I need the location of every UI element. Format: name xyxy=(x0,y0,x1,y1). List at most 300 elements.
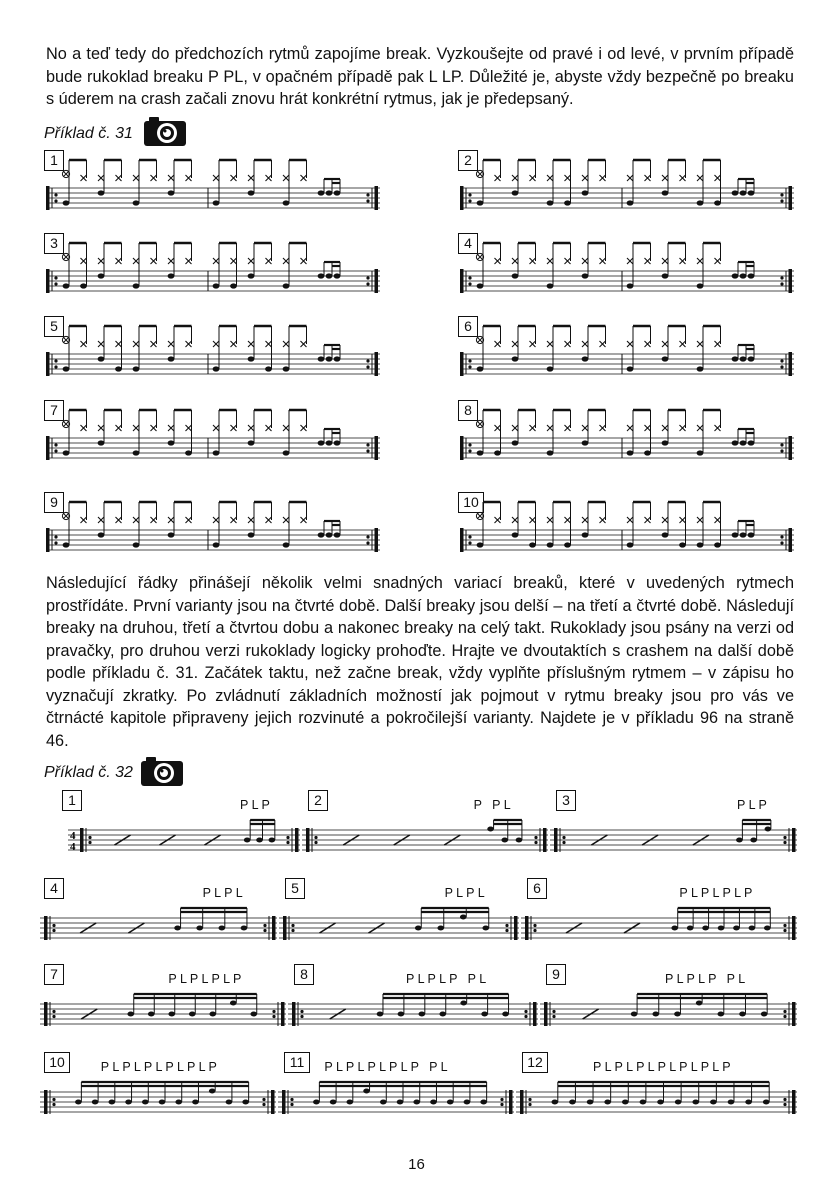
snare-note xyxy=(334,532,341,537)
break-note xyxy=(192,1100,199,1105)
kick-note xyxy=(477,200,484,205)
repeat-dot xyxy=(500,1098,503,1101)
exercise-number: 3 xyxy=(44,233,64,254)
snare-note xyxy=(248,273,255,278)
repeat-dot xyxy=(52,929,55,932)
repeat-bar xyxy=(292,1002,296,1026)
repeat-bar xyxy=(792,1090,796,1114)
repeat-bar xyxy=(789,436,793,460)
break-staff xyxy=(540,984,797,1044)
break-note xyxy=(728,1100,735,1105)
repeat-dot xyxy=(366,443,369,446)
repeat-bar xyxy=(46,352,50,376)
break-note xyxy=(460,915,467,920)
kick-note xyxy=(213,200,220,205)
kick-note xyxy=(63,542,70,547)
snare-note xyxy=(748,273,755,278)
repeat-dot xyxy=(783,924,786,927)
break-staff xyxy=(521,898,797,958)
break-note xyxy=(75,1100,82,1105)
repeat-dot xyxy=(52,924,55,927)
snare-note xyxy=(582,273,589,278)
kick-note xyxy=(564,542,571,547)
break-staff xyxy=(288,984,538,1044)
repeat-dot xyxy=(291,929,294,932)
kick-note xyxy=(697,366,704,371)
repeat-bar xyxy=(272,916,276,940)
break-note xyxy=(174,926,181,931)
repeat-bar xyxy=(282,1090,286,1114)
break-note xyxy=(437,926,444,931)
snare-note xyxy=(740,440,747,445)
repeat-bar xyxy=(789,269,793,293)
repeat-dot xyxy=(468,449,471,452)
kick-note xyxy=(547,200,554,205)
break-note xyxy=(230,1001,237,1006)
break-note xyxy=(750,838,757,843)
repeat-dot xyxy=(783,1010,786,1013)
drum-staff xyxy=(44,318,380,378)
snare-note xyxy=(318,273,325,278)
break-note xyxy=(739,1012,746,1017)
repeat-dot xyxy=(780,276,783,279)
repeat-bar xyxy=(460,352,464,376)
repeat-dot xyxy=(52,1015,55,1018)
break-note xyxy=(242,1100,249,1105)
camera-icon[interactable] xyxy=(140,755,184,787)
kick-note xyxy=(283,542,290,547)
snare-note xyxy=(326,356,333,361)
exercise-number: 2 xyxy=(308,790,328,811)
drum-staff xyxy=(44,402,380,462)
repeat-bar xyxy=(792,1002,796,1026)
repeat-bar xyxy=(283,916,287,940)
exercise-number: 4 xyxy=(44,878,64,899)
repeat-bar xyxy=(514,916,518,940)
snare-note xyxy=(582,440,589,445)
repeat-bar xyxy=(533,1002,537,1026)
repeat-dot xyxy=(468,443,471,446)
break-note xyxy=(674,1012,681,1017)
break-staff xyxy=(40,898,277,958)
repeat-dot xyxy=(54,276,57,279)
break-note xyxy=(702,926,709,931)
repeat-dot xyxy=(528,1098,531,1101)
repeat-dot xyxy=(366,199,369,202)
break-note xyxy=(189,1012,196,1017)
repeat-dot xyxy=(528,1103,531,1106)
kick-note xyxy=(213,542,220,547)
snare-note xyxy=(512,273,519,278)
repeat-dot xyxy=(780,282,783,285)
sticking-label: P L P L xyxy=(202,886,243,900)
snare-note xyxy=(168,273,175,278)
break-note xyxy=(657,1100,664,1105)
snare-note xyxy=(748,190,755,195)
repeat-dot xyxy=(468,359,471,362)
snare-note xyxy=(334,273,341,278)
repeat-bar xyxy=(46,436,50,460)
repeat-dot xyxy=(366,282,369,285)
kick-note xyxy=(627,450,634,455)
kick-note xyxy=(529,542,536,547)
kick-note xyxy=(185,450,192,455)
repeat-dot xyxy=(88,836,91,839)
snare-note xyxy=(168,356,175,361)
drum-staff xyxy=(44,152,380,212)
exercise-number: 1 xyxy=(44,150,64,171)
repeat-dot xyxy=(468,193,471,196)
sticking-label: P L P L xyxy=(444,886,485,900)
break-staff xyxy=(279,898,519,958)
repeat-dot xyxy=(468,541,471,544)
break-note xyxy=(502,1012,509,1017)
repeat-bar xyxy=(375,186,379,210)
break-note xyxy=(175,1100,182,1105)
exercise-number: 8 xyxy=(458,400,478,421)
snare-note xyxy=(748,440,755,445)
exercise-number: 9 xyxy=(44,492,64,513)
kick-note xyxy=(63,366,70,371)
snare-note xyxy=(732,356,739,361)
repeat-bar xyxy=(543,828,547,852)
repeat-dot xyxy=(366,276,369,279)
kick-note xyxy=(230,283,237,288)
break-note xyxy=(415,926,422,931)
snare-note xyxy=(334,190,341,195)
kick-note xyxy=(283,200,290,205)
snare-note xyxy=(168,440,175,445)
snare-note xyxy=(582,356,589,361)
kick-note xyxy=(283,450,290,455)
snare-note xyxy=(662,532,669,537)
break-note xyxy=(604,1100,611,1105)
kick-note xyxy=(547,542,554,547)
break-staff xyxy=(302,810,548,870)
repeat-bar xyxy=(46,528,50,552)
break-staff xyxy=(278,1072,514,1132)
break-note xyxy=(168,1012,175,1017)
repeat-dot xyxy=(263,929,266,932)
repeat-dot xyxy=(290,1103,293,1106)
snare-note xyxy=(582,532,589,537)
kick-note xyxy=(714,542,721,547)
repeat-bar xyxy=(375,269,379,293)
repeat-dot xyxy=(54,199,57,202)
break-note xyxy=(622,1100,629,1105)
repeat-dot xyxy=(780,449,783,452)
exercise-number: 1 xyxy=(62,790,82,811)
break-note xyxy=(250,1012,257,1017)
snare-note xyxy=(318,440,325,445)
break-note xyxy=(749,926,756,931)
break-note xyxy=(718,926,725,931)
sticking-label: P L P L P L P L P L P xyxy=(100,1060,217,1074)
kick-note xyxy=(627,283,634,288)
snare-note xyxy=(740,273,747,278)
drum-staff xyxy=(458,152,794,212)
repeat-dot xyxy=(468,535,471,538)
break-note xyxy=(652,1012,659,1017)
snare-note xyxy=(732,440,739,445)
break-staff xyxy=(550,810,797,870)
repeat-bar xyxy=(544,1002,548,1026)
repeat-bar xyxy=(46,269,50,293)
kick-note xyxy=(477,450,484,455)
example-31-title: Příklad č. 31 xyxy=(44,125,133,142)
break-note xyxy=(687,926,694,931)
exercise-number: 5 xyxy=(285,878,305,899)
break-note xyxy=(413,1100,420,1105)
snare-note xyxy=(168,190,175,195)
repeat-dot xyxy=(780,443,783,446)
repeat-dot xyxy=(300,1010,303,1013)
repeat-dot xyxy=(54,535,57,538)
break-note xyxy=(733,926,740,931)
camera-icon[interactable] xyxy=(143,115,187,147)
kick-note xyxy=(80,283,87,288)
repeat-bar xyxy=(520,1090,524,1114)
repeat-bar xyxy=(44,1090,48,1114)
repeat-dot xyxy=(552,1015,555,1018)
repeat-dot xyxy=(468,199,471,202)
repeat-bar xyxy=(46,186,50,210)
repeat-dot xyxy=(286,836,289,839)
snare-note xyxy=(248,356,255,361)
repeat-dot xyxy=(272,1010,275,1013)
exercise-number: 7 xyxy=(44,400,64,421)
sticking-label: P L P xyxy=(737,798,767,812)
break-note xyxy=(209,1089,216,1094)
repeat-dot xyxy=(291,924,294,927)
kick-note xyxy=(477,542,484,547)
repeat-dot xyxy=(783,1098,786,1101)
snare-note xyxy=(98,532,105,537)
snare-note xyxy=(326,273,333,278)
kick-note xyxy=(133,450,140,455)
break-note xyxy=(447,1100,454,1105)
sticking-label: P L P L P L P xyxy=(679,886,753,900)
break-note xyxy=(244,838,251,843)
time-signature: 4 xyxy=(70,841,76,853)
snare-note xyxy=(248,190,255,195)
snare-note xyxy=(326,190,333,195)
break-staff xyxy=(68,810,300,870)
snare-note xyxy=(512,190,519,195)
break-note xyxy=(92,1100,99,1105)
break-note xyxy=(631,1012,638,1017)
break-note xyxy=(398,1012,405,1017)
snare-note xyxy=(662,440,669,445)
repeat-bar xyxy=(460,269,464,293)
repeat-bar xyxy=(460,186,464,210)
break-note xyxy=(763,1100,770,1105)
break-note xyxy=(226,1100,233,1105)
intro-paragraph: No a teď tedy do předchozích rytmů zapojíme break. Vyzkoušejte od pravé i od levé, v prvním případě bude rukoklad breaku P PL, v opačném případě pak L LP. Důležité je, abyste vždy bezpečně po breaku s úderem na crash začali znovu hrát konkrétní rytmus, jak je předepsaný. xyxy=(46,45,794,108)
snare-note xyxy=(326,532,333,537)
kick-note xyxy=(627,542,634,547)
break-note xyxy=(241,926,248,931)
middle-paragraph: Následující řádky přinášejí několik velmi snadných variací breaků, které v uvedených rytmech prostřídáte. První varianty jsou na čtvrté době. Další breaky jsou delší – na třetí a čtvrté době. Následují breaky na druhou, třetí a čtvrtou dobu a nakonec breaky na celý takt. Rukoklady jsou psány na verzi od pravačky, pro druhou verzi rukoklady logicky prohoďte. Hrajte ve dvoutaktích s crashem na další době podle příkladu č. 31. Začátek taktu, než začne break, vždy vyplňte příslušným rytmem – v zápisu ho vyznačují zkratky. Po zvládnutí základních možností jak pojmout v rytmu breaky jsou pro vás ve čtrnácté kapitole připraveny jejich rozvinuté a pokročilejší varianty. Najdete je v příkladu 96 na straně 46. xyxy=(46,574,794,750)
sticking-label: P L P L P P L xyxy=(665,972,746,986)
snare-note xyxy=(512,356,519,361)
repeat-dot xyxy=(263,924,266,927)
repeat-dot xyxy=(524,1015,527,1018)
repeat-dot xyxy=(366,365,369,368)
repeat-bar xyxy=(792,828,796,852)
repeat-dot xyxy=(562,836,565,839)
repeat-dot xyxy=(780,535,783,538)
kick-note xyxy=(627,200,634,205)
repeat-dot xyxy=(505,924,508,927)
snare-note xyxy=(740,356,747,361)
snare-note xyxy=(662,190,669,195)
repeat-bar xyxy=(554,828,558,852)
break-note xyxy=(718,1012,725,1017)
repeat-dot xyxy=(300,1015,303,1018)
snare-note xyxy=(748,532,755,537)
break-note xyxy=(125,1100,132,1105)
repeat-dot xyxy=(468,276,471,279)
break-note xyxy=(219,926,226,931)
snare-note xyxy=(326,440,333,445)
exercise-number: 10 xyxy=(458,492,484,513)
exercise-number: 2 xyxy=(458,150,478,171)
snare-note xyxy=(318,190,325,195)
repeat-dot xyxy=(54,359,57,362)
snare-note xyxy=(732,532,739,537)
break-note xyxy=(587,1100,594,1105)
repeat-bar xyxy=(460,436,464,460)
page-number: 16 xyxy=(408,1156,425,1173)
kick-note xyxy=(133,542,140,547)
drum-staff xyxy=(44,235,380,295)
snare-note xyxy=(512,440,519,445)
repeat-bar xyxy=(271,1090,275,1114)
break-note xyxy=(671,926,678,931)
kick-note xyxy=(213,450,220,455)
repeat-dot xyxy=(534,836,537,839)
break-note xyxy=(380,1100,387,1105)
break-note xyxy=(481,1012,488,1017)
repeat-dot xyxy=(783,841,786,844)
repeat-dot xyxy=(52,1010,55,1013)
kick-note xyxy=(547,283,554,288)
sticking-label: P P L xyxy=(473,798,511,812)
snare-note xyxy=(662,356,669,361)
break-note xyxy=(142,1100,149,1105)
repeat-dot xyxy=(52,1103,55,1106)
repeat-dot xyxy=(500,1103,503,1106)
repeat-dot xyxy=(505,929,508,932)
sticking-label: P L P L P L P xyxy=(168,972,242,986)
repeat-dot xyxy=(54,193,57,196)
drum-staff xyxy=(458,494,794,554)
repeat-dot xyxy=(366,535,369,538)
repeat-dot xyxy=(54,282,57,285)
break-note xyxy=(397,1100,404,1105)
snare-note xyxy=(98,440,105,445)
repeat-bar xyxy=(509,1090,513,1114)
break-note xyxy=(363,1089,370,1094)
repeat-bar xyxy=(295,828,299,852)
repeat-bar xyxy=(792,916,796,940)
example-32-title: Příklad č. 32 xyxy=(44,764,133,781)
kick-note xyxy=(547,366,554,371)
repeat-bar xyxy=(460,528,464,552)
snare-note xyxy=(98,190,105,195)
repeat-dot xyxy=(290,1098,293,1101)
kick-note xyxy=(679,542,686,547)
break-note xyxy=(439,1012,446,1017)
snare-note xyxy=(318,532,325,537)
repeat-bar xyxy=(375,352,379,376)
break-note xyxy=(482,926,489,931)
break-note xyxy=(347,1100,354,1105)
repeat-dot xyxy=(534,841,537,844)
kick-note xyxy=(63,200,70,205)
exercise-number: 6 xyxy=(458,316,478,337)
snare-note xyxy=(248,532,255,537)
break-note xyxy=(675,1100,682,1105)
sticking-label: P L P L P L P L P P L xyxy=(324,1060,448,1074)
repeat-dot xyxy=(54,541,57,544)
snare-note xyxy=(168,532,175,537)
kick-note xyxy=(547,450,554,455)
kick-note xyxy=(477,366,484,371)
repeat-dot xyxy=(52,1098,55,1101)
kick-note xyxy=(714,200,721,205)
exercise-number: 12 xyxy=(522,1052,548,1073)
break-note xyxy=(761,1012,768,1017)
time-signature: 4 xyxy=(70,830,76,842)
sticking-label: P L P L P P L xyxy=(406,972,487,986)
snare-note xyxy=(740,532,747,537)
repeat-bar xyxy=(789,352,793,376)
kick-note xyxy=(564,200,571,205)
repeat-dot xyxy=(780,359,783,362)
break-staff xyxy=(516,1072,797,1132)
break-note xyxy=(196,926,203,931)
repeat-dot xyxy=(783,836,786,839)
sticking-label: P L P xyxy=(240,798,270,812)
exercise-number: 9 xyxy=(546,964,566,985)
repeat-dot xyxy=(533,929,536,932)
repeat-dot xyxy=(272,1015,275,1018)
kick-note xyxy=(63,283,70,288)
repeat-bar xyxy=(525,916,529,940)
break-note xyxy=(765,827,772,832)
break-note xyxy=(516,838,523,843)
kick-note xyxy=(644,450,651,455)
break-note xyxy=(487,827,494,832)
exercise-number: 6 xyxy=(527,878,547,899)
snare-note xyxy=(732,273,739,278)
kick-note xyxy=(283,283,290,288)
break-note xyxy=(640,1100,647,1105)
break-note xyxy=(460,1001,467,1006)
exercise-number: 8 xyxy=(294,964,314,985)
repeat-dot xyxy=(780,193,783,196)
kick-note xyxy=(213,283,220,288)
repeat-bar xyxy=(789,528,793,552)
snare-note xyxy=(98,356,105,361)
kick-note xyxy=(697,283,704,288)
break-note xyxy=(148,1012,155,1017)
snare-note xyxy=(334,440,341,445)
repeat-dot xyxy=(780,199,783,202)
break-note xyxy=(159,1100,166,1105)
